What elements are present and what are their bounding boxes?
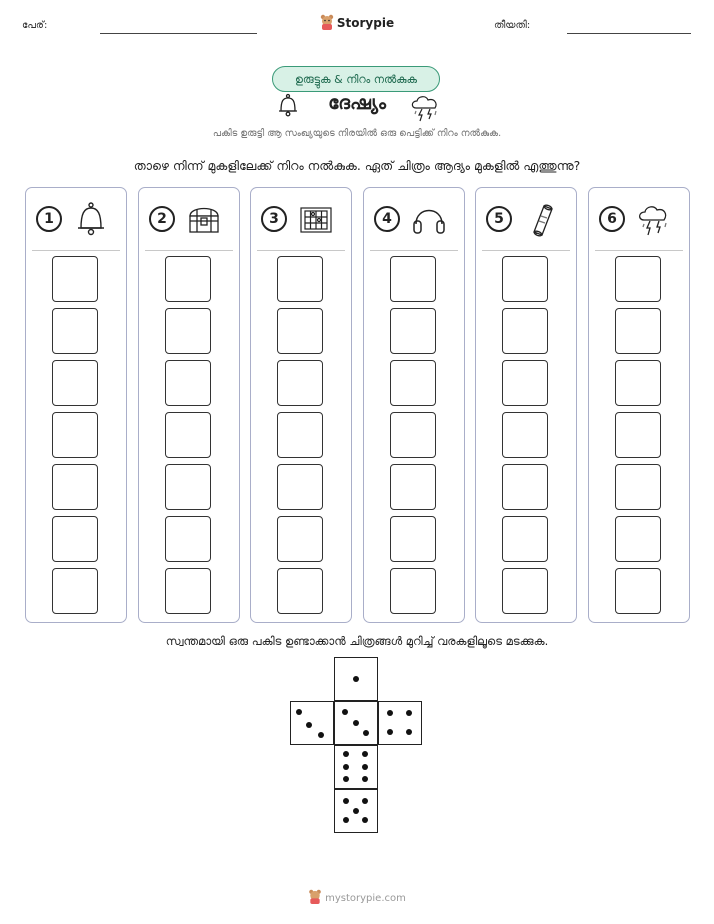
footer-url: mystorypie.com: [325, 893, 406, 904]
column-5: [475, 187, 577, 623]
dice-pip: [362, 764, 368, 770]
date-label: തീയതി:: [494, 20, 531, 31]
column-divider: [595, 250, 683, 251]
dice-pip: [362, 798, 368, 804]
dice-pip: [353, 676, 359, 682]
color-box[interactable]: [52, 412, 98, 458]
column-1: [25, 187, 127, 623]
column-6: [588, 187, 690, 623]
dice-pip: [362, 776, 368, 782]
color-box[interactable]: [277, 516, 323, 562]
dice-pip: [296, 709, 302, 715]
color-box[interactable]: [277, 308, 323, 354]
color-box[interactable]: [502, 308, 548, 354]
color-box[interactable]: [277, 568, 323, 614]
bear-logo-icon: [320, 14, 334, 33]
color-box[interactable]: [502, 464, 548, 510]
dice-pip: [363, 730, 369, 736]
color-box[interactable]: [615, 412, 661, 458]
name-label: പേര്:: [22, 20, 48, 31]
instruction-text: പകിട ഉരുട്ടി ആ സംഖ്യയുടെ നിരയിൽ ഒരു പെട്ടിക്ക് നിറം നൽകുക.: [212, 128, 502, 139]
column-divider: [32, 250, 120, 251]
color-box[interactable]: [502, 412, 548, 458]
color-box[interactable]: [615, 568, 661, 614]
color-box[interactable]: [390, 308, 436, 354]
date-field[interactable]: [567, 33, 691, 34]
color-box[interactable]: [390, 464, 436, 510]
brand-logo: [0, 14, 714, 33]
color-box[interactable]: [52, 516, 98, 562]
color-box[interactable]: [615, 360, 661, 406]
dice-pip: [362, 751, 368, 757]
column-4: [363, 187, 465, 623]
dice-face-3: [334, 701, 378, 745]
bell-icon: [72, 200, 110, 238]
color-box[interactable]: [165, 308, 211, 354]
color-box[interactable]: [165, 464, 211, 510]
color-box[interactable]: [52, 464, 98, 510]
column-number: 3: [261, 206, 287, 232]
color-box[interactable]: [502, 516, 548, 562]
dice-pip: [353, 720, 359, 726]
column-number: 2: [149, 206, 175, 232]
color-box[interactable]: [277, 256, 323, 302]
column-number: 4: [374, 206, 400, 232]
column-divider: [482, 250, 570, 251]
color-box[interactable]: [277, 412, 323, 458]
color-box[interactable]: [615, 308, 661, 354]
color-box[interactable]: [502, 360, 548, 406]
color-box[interactable]: [52, 256, 98, 302]
dice-face-2: [290, 701, 334, 745]
column-divider: [257, 250, 345, 251]
dice-pip: [406, 729, 412, 735]
footer: [0, 889, 714, 907]
scroll-icon: [522, 200, 560, 238]
color-box[interactable]: [390, 412, 436, 458]
color-box[interactable]: [165, 568, 211, 614]
dice-pip: [318, 732, 324, 738]
storm-cloud-icon: [635, 200, 673, 238]
dice-face-6: [334, 745, 378, 789]
dice-face-4: [378, 701, 422, 745]
dice-pip: [343, 751, 349, 757]
dice-pip: [362, 817, 368, 823]
dice-face-5: [334, 789, 378, 833]
color-box[interactable]: [502, 256, 548, 302]
color-box[interactable]: [615, 256, 661, 302]
dice-pip: [306, 722, 312, 728]
column-number: 6: [599, 206, 625, 232]
color-box[interactable]: [390, 360, 436, 406]
dice-face-1: [334, 657, 378, 701]
brand-name: Storypie: [336, 16, 395, 30]
bell-icon: [276, 93, 300, 119]
bear-logo-icon: [308, 889, 322, 907]
activity-badge: ഉരുട്ടുക & നിറം നൽകുക: [272, 66, 440, 92]
color-box[interactable]: [165, 256, 211, 302]
column-2: [138, 187, 240, 623]
dice-pip: [343, 798, 349, 804]
name-field[interactable]: [100, 33, 257, 34]
dice-pip: [387, 729, 393, 735]
color-box[interactable]: [52, 360, 98, 406]
game-board-icon: [297, 200, 335, 238]
color-box[interactable]: [390, 568, 436, 614]
question-text: താഴെ നിന്ന് മുകളിലേക്ക് നിറം നൽകുക. ഏത് ചിത്രം ആദ്യം മുകളിൽ എത്തുന്നു?: [133, 158, 581, 173]
dice-pip: [387, 710, 393, 716]
column-number: 1: [36, 206, 62, 232]
column-3: [250, 187, 352, 623]
dice-pip: [342, 709, 348, 715]
color-box[interactable]: [615, 464, 661, 510]
color-box[interactable]: [165, 360, 211, 406]
color-box[interactable]: [52, 568, 98, 614]
dice-pip: [343, 817, 349, 823]
color-box[interactable]: [615, 516, 661, 562]
color-box[interactable]: [165, 516, 211, 562]
column-number: 5: [486, 206, 512, 232]
dice-pip: [406, 710, 412, 716]
headphones-icon: [410, 200, 448, 238]
treasure-chest-icon: [185, 200, 223, 238]
cut-instruction: സ്വന്തമായി ഒരു പകിട ഉണ്ടാക്കാൻ ചിത്രങ്ങൾ മുറിച്ച് വരകളിലൂടെ മടക്കുക.: [165, 634, 549, 648]
color-box[interactable]: [502, 568, 548, 614]
column-divider: [145, 250, 233, 251]
color-box[interactable]: [390, 256, 436, 302]
color-box[interactable]: [277, 360, 323, 406]
column-divider: [370, 250, 458, 251]
page-title: ദേഷ്യം: [328, 92, 386, 114]
storm-cloud-icon: [408, 92, 444, 122]
color-box[interactable]: [390, 516, 436, 562]
dice-pip: [343, 764, 349, 770]
color-box[interactable]: [165, 412, 211, 458]
dice-pip: [353, 808, 359, 814]
dice-pip: [343, 776, 349, 782]
color-box[interactable]: [52, 308, 98, 354]
color-box[interactable]: [277, 464, 323, 510]
